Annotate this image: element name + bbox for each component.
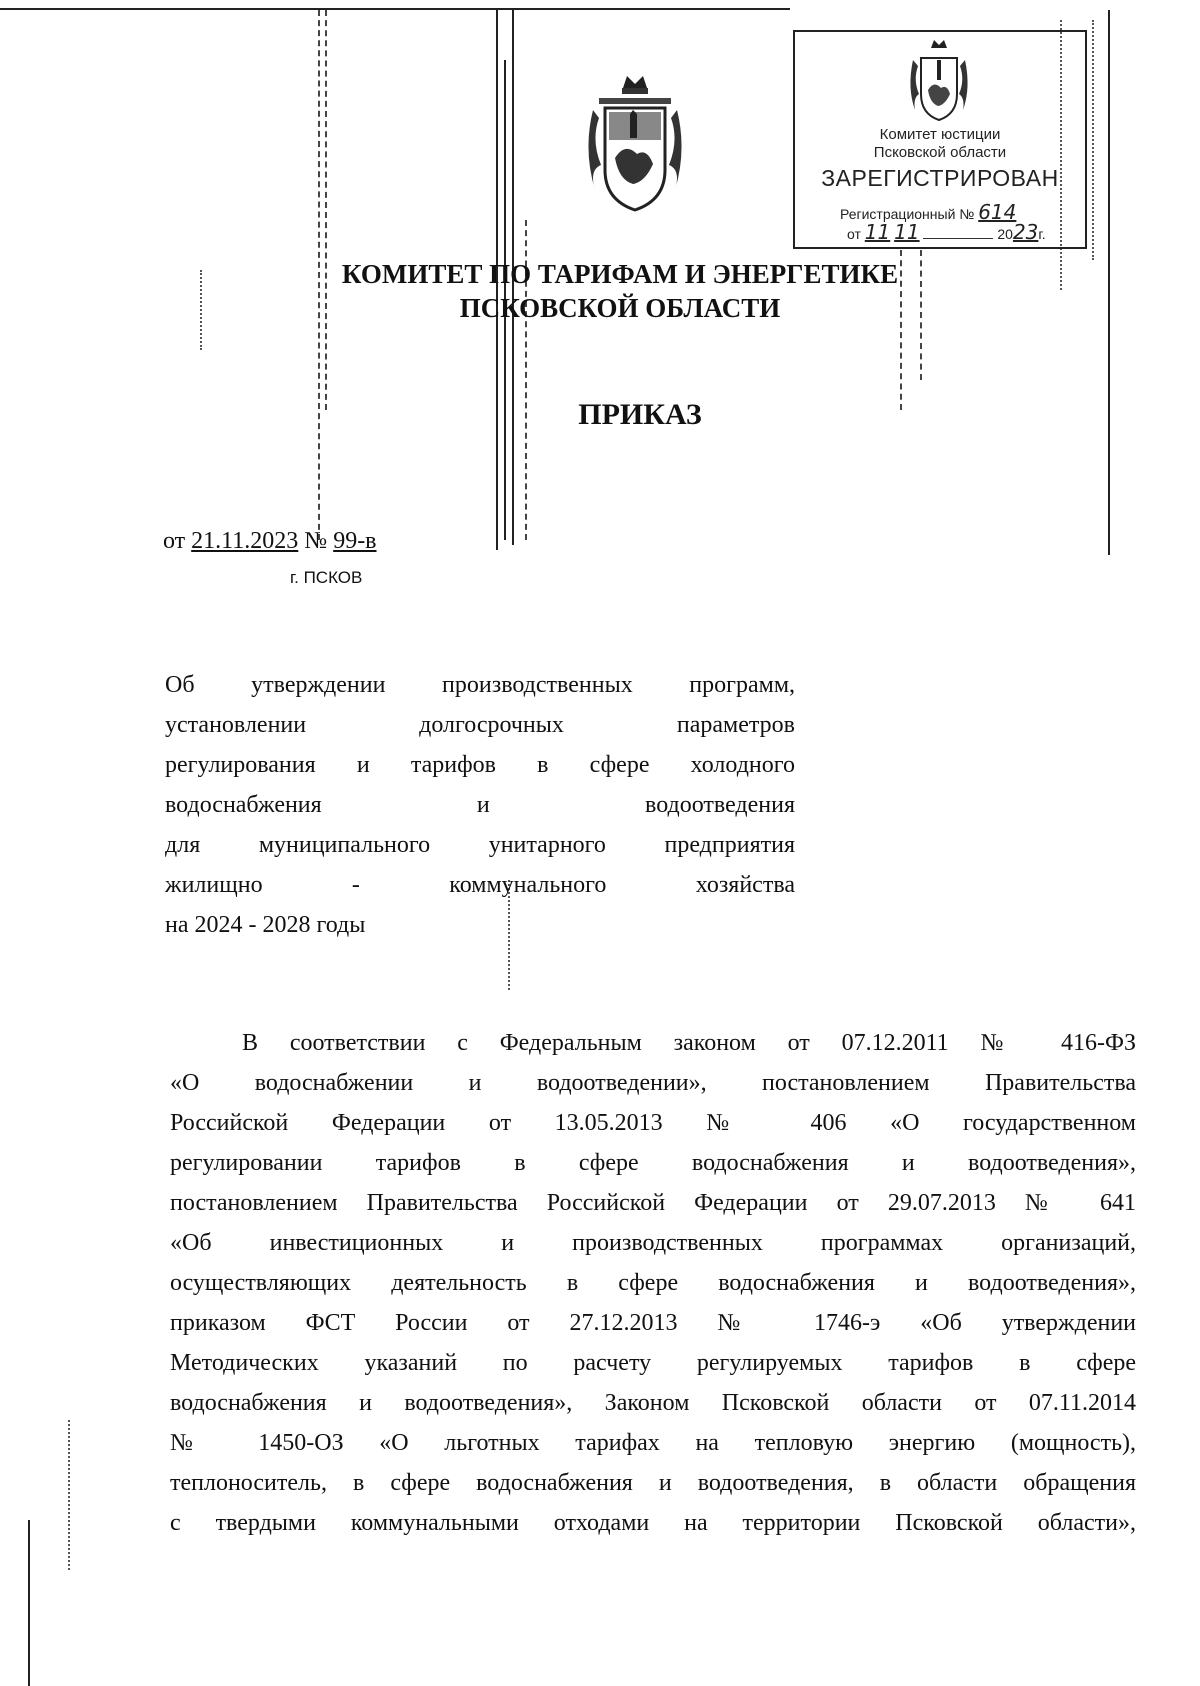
stamp-date-suffix: г. xyxy=(1038,226,1046,242)
order-date-number xyxy=(163,528,377,555)
stamp-status: ЗАРЕГИСТРИРОВАН xyxy=(821,165,1059,191)
registration-stamp xyxy=(793,30,1087,249)
subject-line: для муниципального унитарного предприятия xyxy=(165,832,795,858)
body-line: водоснабжения и водоотведения», Законом Псковской области от 07.11.2014 xyxy=(170,1390,1136,1416)
scan-artifact-line xyxy=(200,270,202,350)
scan-artifact-line xyxy=(28,1520,30,1686)
stamp-date-prefix: от xyxy=(847,226,861,242)
stamp-date-blank xyxy=(923,238,993,239)
body-line: теплоноситель, в сфере водоснабжения и водоотведения, в области обращения xyxy=(170,1470,1136,1496)
scan-artifact-line xyxy=(325,10,327,410)
order-number-prefix: № xyxy=(304,528,328,554)
stamp-date-month-handwritten: 11 xyxy=(894,220,920,244)
body-line: «Об инвестиционных и производственных программах организаций, xyxy=(170,1230,1136,1256)
order-city: г. ПСКОВ xyxy=(290,568,363,587)
organization-title-line2: ПСКОВСКОЙ ОБЛАСТИ xyxy=(459,293,781,323)
body-line: «О водоснабжении и водоотведении», постановлением Правительства xyxy=(170,1070,1136,1096)
scan-artifact-line xyxy=(0,8,790,10)
scan-artifact-line xyxy=(1108,10,1110,555)
body-line: № 1450-ОЗ «О льготных тарифах на тепловую энергию (мощность), xyxy=(170,1430,1136,1456)
stamp-org-line2: Псковской области xyxy=(873,144,1007,161)
stamp-reg-number-handwritten: 614 xyxy=(978,200,1017,224)
body-line: Российской Федерации от 13.05.2013 № 406 «О государственном xyxy=(170,1110,1136,1136)
body-line: с твердыми коммунальными отходами на территории Псковской области», xyxy=(170,1510,1136,1536)
subject-line: Об утверждении производственных программ, xyxy=(165,672,795,698)
subject-line: регулирования и тарифов в сфере холодного xyxy=(165,752,795,778)
subject-line: жилищно - коммунального хозяйства xyxy=(165,872,795,898)
body-line: регулировании тарифов в сфере водоснабжения и водоотведения», xyxy=(170,1150,1136,1176)
order-subject xyxy=(165,665,795,945)
stamp-organization xyxy=(795,126,1085,162)
order-body-paragraph xyxy=(170,1023,1136,1543)
stamp-date-year-handwritten: 23 xyxy=(1012,220,1039,244)
stamp-reg-label: Регистрационный № xyxy=(840,206,975,222)
stamp-registration-date xyxy=(847,220,1046,244)
organization-title-line1: КОМИТЕТ ПО ТАРИФАМ И ЭНЕРГЕТИКЕ xyxy=(341,259,899,289)
order-number: 99-в xyxy=(333,528,377,554)
stamp-org-line1: Комитет юстиции xyxy=(879,126,1001,143)
body-line: В соответствии с Федеральным законом от 07.12.2011 № 416-ФЗ xyxy=(242,1030,1136,1056)
body-line: Методических указаний по расчету регулируемых тарифов в сфере xyxy=(170,1350,1136,1376)
document-type-title: ПРИКАЗ xyxy=(578,398,702,431)
body-line: осуществляющих деятельность в сфере водоснабжения и водоотведения», xyxy=(170,1270,1136,1296)
body-line: приказом ФСТ России от 27.12.2013 № 1746-э «Об утверждении xyxy=(170,1310,1136,1336)
stamp-coat-of-arms-emblem xyxy=(903,38,975,128)
stamp-date-year-prefix: 20 xyxy=(997,226,1013,242)
order-date: 21.11.2023 xyxy=(191,528,299,554)
scan-artifact-line xyxy=(1092,20,1094,260)
body-line: постановлением Правительства Российской Федерации от 29.07.2013 № 641 xyxy=(170,1190,1136,1216)
scan-artifact-line xyxy=(68,1420,70,1570)
subject-line: на 2024 - 2028 годы xyxy=(165,912,366,938)
order-date-prefix: от xyxy=(163,528,186,554)
subject-line: водоснабжения и водоотведения xyxy=(165,792,795,818)
coat-of-arms-emblem xyxy=(575,70,695,220)
subject-line: установлении долгосрочных параметров xyxy=(165,712,795,738)
stamp-date-day-handwritten: 11 xyxy=(864,220,891,244)
